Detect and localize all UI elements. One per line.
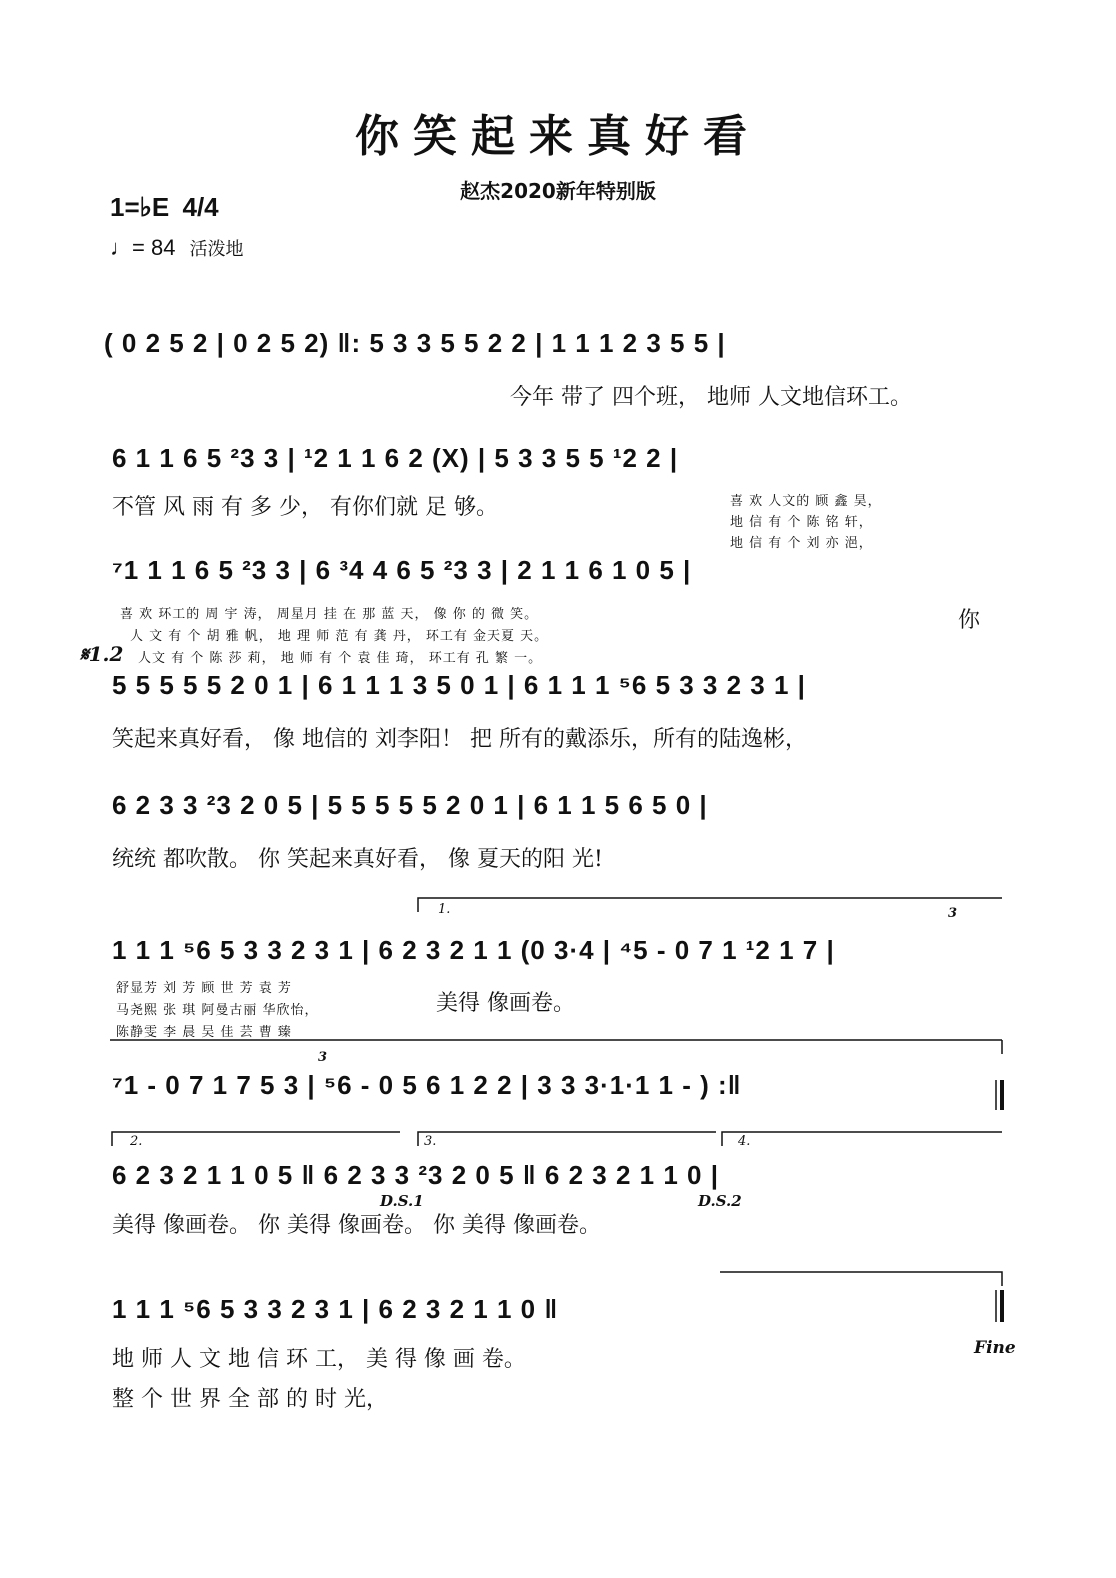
small-lyric-row-2-c: 地 信 有 个 刘 亦 浥， (730, 536, 873, 551)
small-lyric-row-6-c: 陈静雯 李 晨 吴 佳 芸 曹 臻 (116, 1025, 292, 1040)
small-lyric-row-6-b: 马尧熙 张 琪 阿曼古丽 华欣怡， (116, 1003, 319, 1018)
small-lyric-row-3-c: 人文 有 个 陈 莎 莉， 地 师 有 个 袁 佳 琦， 环工有 孔 繁 一。 (138, 651, 543, 666)
key-label: 1=♭E (110, 192, 170, 222)
notation-row-5: 6 2 3 3 ²3 2 0 5 | 5 5 5 5 5 2 0 1 | 6 1 1 5 6 5 0 | (112, 790, 708, 820)
small-lyric-row-6-a: 舒显芳 刘 芳 顾 世 芳 袁 芳 (116, 981, 292, 996)
ds2-marker: D.S.2 (698, 1192, 742, 1210)
small-lyric-row-3-b: 人 文 有 个 胡 雅 帆， 地 理 师 范 有 龚 丹， 环工有 金天夏 天。 (130, 629, 549, 644)
notation-row-9: 1 1 1 ⁵6 5 3 3 2 3 1 | 6 2 3 2 1 1 0 ‖ (112, 1294, 559, 1324)
notation-row-7: ⁷1 - 0 7 1 7 5 3 | ⁵6 - 0 5 6 1 2 2 | 3 3 3·1·1 1 - ) :‖ (112, 1070, 742, 1100)
lyric-row-6: 美得 像画卷。 (436, 991, 575, 1016)
tempo-label: ♩= 84 (110, 235, 176, 260)
small-lyric-row-3-a: 喜 欢 环工的 周 宇 涛， 周星月 挂 在 那 蓝 天， 像 你 的 微 笑。 (120, 607, 539, 622)
lyric-row-5: 统统 都吹散。 你 笑起来真好看， 像 夏天的阳 光! (112, 847, 603, 872)
lyric-row-1: 今年 带了 四个班， 地师 人文地信环工。 (510, 385, 912, 410)
fine-marker: Fine (974, 1338, 1016, 1358)
lyric-row-2: 不管 风 雨 有 多 少， 有你们就 足 够。 (112, 495, 498, 520)
pickup-lyric: 你 (958, 608, 981, 633)
small-lyric-row-2-b: 地 信 有 个 陈 铭 轩， (730, 515, 873, 530)
time-signature: 4/4 (182, 192, 219, 222)
notation-row-6: 1 1 1 ⁵6 5 3 3 2 3 1 | 6 2 3 2 1 1 (0 3·4 | ⁴5 - 0 7 1 ¹2 1 7 | (112, 935, 835, 965)
triplet-mark-2: 3 (318, 1050, 328, 1065)
lyric-row-4: 笑起来真好看， 像 地信的 刘李阳！ 把 所有的戴添乐，所有的陆逸彬， (112, 727, 807, 752)
score-title: 你笑起来真好看 (355, 111, 761, 162)
lyric-row-9-b: 整 个 世 界 全 部 的 时 光， (112, 1387, 388, 1412)
lyric-row-9-a: 地 师 人 文 地 信 环 工， 美 得 像 画 卷。 (112, 1347, 526, 1372)
expression-label: 活泼地 (189, 239, 244, 260)
notation-row-4: 5 5 5 5 5 2 0 1 | 6 1 1 1 3 5 0 1 | 6 1 1 1 ⁵6 5 3 3 2 3 1 | (112, 670, 806, 700)
notation-row-3: ⁷1 1 1 6 5 ²3 3 | 6 ³4 4 6 5 ²3 3 | 2 1 1 6 1 0 5 | (112, 555, 692, 585)
triplet-mark-1: 3 (948, 906, 958, 921)
volta-2-label: 2. (130, 1134, 143, 1149)
volta-1-label: 1. (438, 902, 451, 917)
key-signature (110, 192, 219, 223)
tempo-marking (110, 235, 244, 261)
volta-4-label: 4. (738, 1134, 751, 1149)
notation-row-1: ( 0 2 5 2 | 0 2 5 2) ‖: 5 3 3 5 5 2 2 | 1 1 1 2 3 5 5 | (104, 328, 726, 358)
lyric-row-8: 美得 像画卷。 你 美得 像画卷。 你 美得 像画卷。 (112, 1213, 601, 1238)
ds1-marker: D.S.1 (380, 1192, 424, 1210)
notation-row-2: 6 1 1 6 5 ²3 3 | ¹2 1 1 6 2 (X) | 5 3 3 5 5 ¹2 2 | (112, 443, 679, 473)
small-lyric-row-2-a: 喜 欢 人文的 顾 鑫 昊， (730, 494, 882, 509)
score-subtitle: 赵杰2020新年特别版 (460, 179, 656, 203)
notation-row-8: 6 2 3 2 1 1 0 5 ‖ 6 2 3 3 ²3 2 0 5 ‖ 6 2 3 2 1 1 0 | (112, 1160, 719, 1190)
volta-3-label: 3. (424, 1134, 437, 1149)
segno-marker: 𝄋1.2 (80, 642, 124, 666)
